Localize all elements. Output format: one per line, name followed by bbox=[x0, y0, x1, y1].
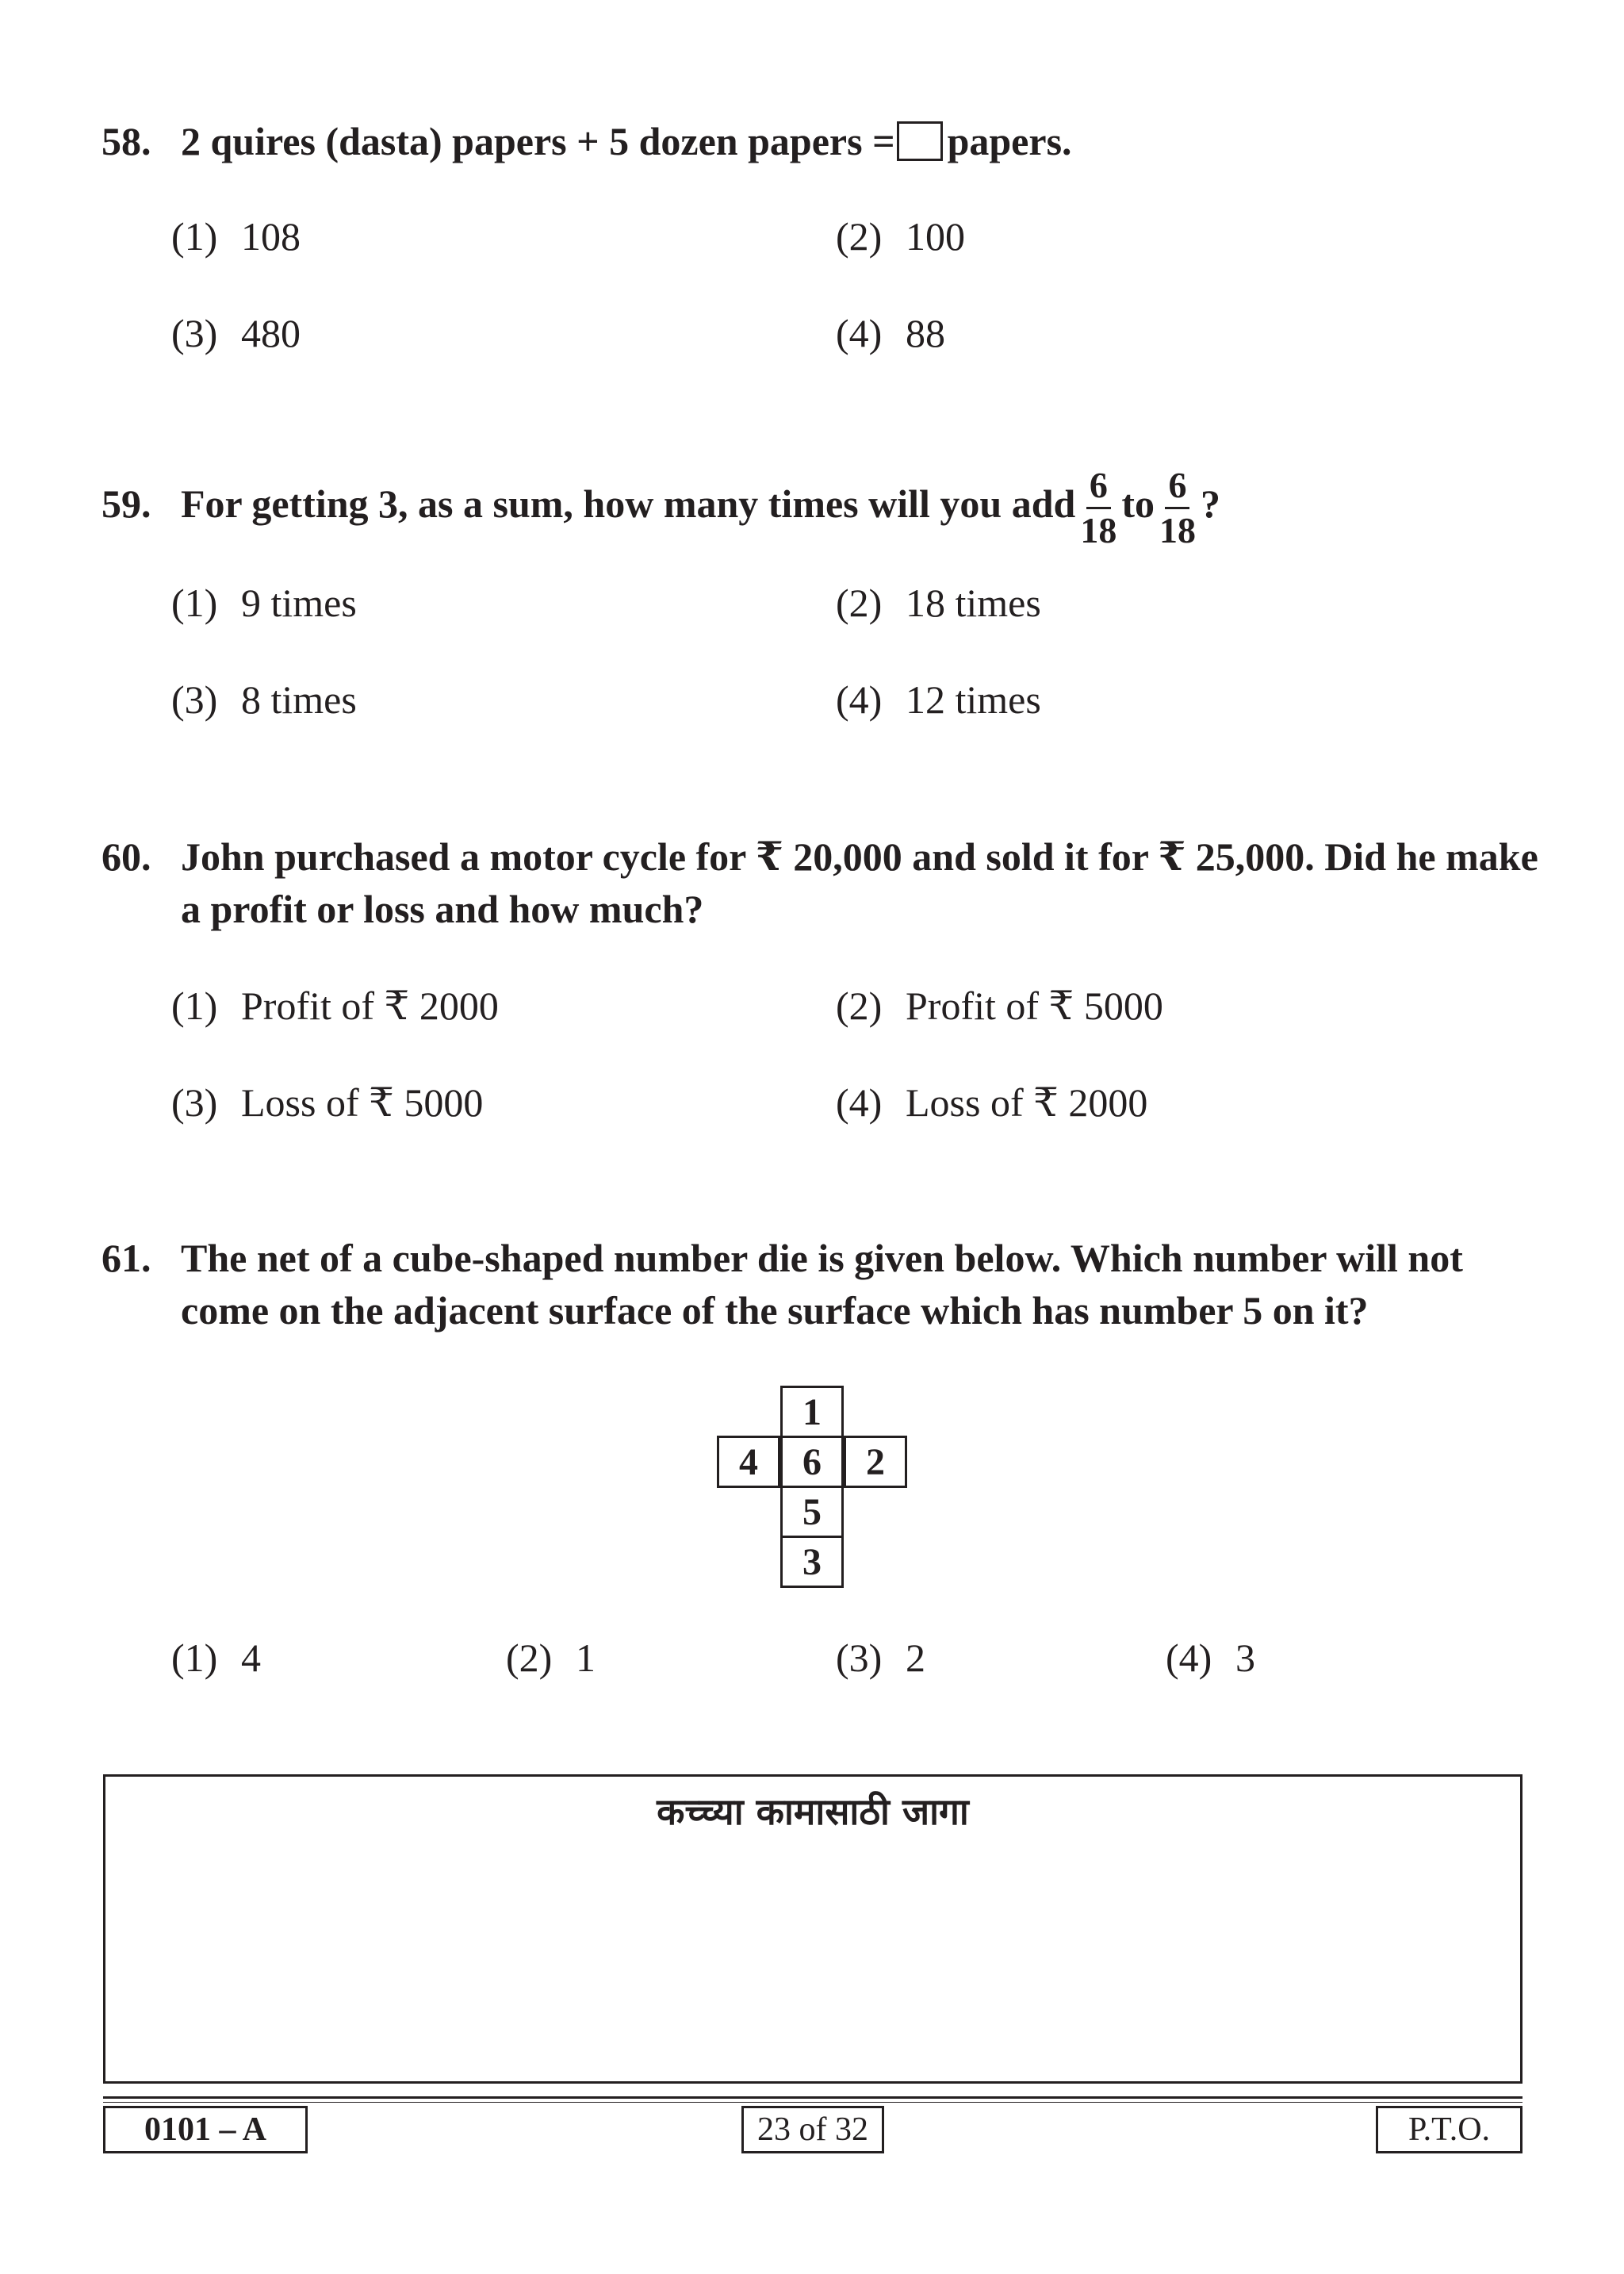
rough-work-label: कच्च्या कामासाठी जागा bbox=[657, 1790, 969, 1833]
die-face-center: 6 bbox=[780, 1436, 844, 1488]
pto-label: P.T.O. bbox=[1376, 2106, 1522, 2153]
question-text: For getting 3, as a sum, how many times will you add $\frac{6}{18}$ to $\frac{6}{18}$ ? bbox=[181, 465, 1220, 551]
question-61 bbox=[103, 1232, 1554, 1336]
option-61-4[interactable]: (4) 3 bbox=[1166, 1636, 1255, 1680]
die-face-top: 1 bbox=[780, 1386, 844, 1438]
option-61-3[interactable]: (3) 2 bbox=[836, 1636, 925, 1680]
question-text: 2 quires (dasta) papers + 5 dozen papers = papers. bbox=[181, 119, 1072, 163]
option-61-1[interactable]: (1) 4 bbox=[171, 1636, 261, 1680]
footer-rule-thin bbox=[103, 2102, 1522, 2103]
question-60 bbox=[103, 830, 1554, 935]
option-61-2[interactable]: (2) 1 bbox=[506, 1636, 596, 1680]
question-text: The net of a cube-shaped number die is given below. Which number will not come on the adjacent surface of the surface which has number 5 on it? bbox=[181, 1236, 1463, 1333]
question-58 bbox=[103, 115, 1554, 167]
die-face-right: 2 bbox=[844, 1436, 907, 1488]
die-face-bottom: 3 bbox=[780, 1536, 844, 1588]
fraction: $\frac{6}{18}$ bbox=[1159, 465, 1196, 551]
option-59-4[interactable]: (4) 12 times bbox=[836, 677, 1041, 722]
die-face-below: 5 bbox=[780, 1486, 844, 1538]
paper-code: 0101 – A bbox=[103, 2106, 308, 2153]
option-60-1[interactable]: (1) Profit of ₹ 2000 bbox=[171, 984, 499, 1028]
option-60-4[interactable]: (4) Loss of ₹ 2000 bbox=[836, 1080, 1148, 1125]
option-59-2[interactable]: (2) 18 times bbox=[836, 581, 1041, 625]
option-60-3[interactable]: (3) Loss of ₹ 5000 bbox=[171, 1080, 484, 1125]
footer-rule bbox=[103, 2096, 1522, 2099]
option-58-3[interactable]: (3) 480 bbox=[171, 311, 301, 355]
question-59 bbox=[103, 460, 1554, 549]
question-number: 60. bbox=[102, 834, 151, 879]
question-number: 59. bbox=[102, 481, 151, 526]
fraction: $\frac{6}{18}$ bbox=[1080, 465, 1117, 551]
option-58-4[interactable]: (4) 88 bbox=[836, 311, 945, 355]
answer-blank-box bbox=[897, 121, 943, 161]
rough-work-area bbox=[103, 1774, 1522, 2084]
option-60-2[interactable]: (2) Profit of ₹ 5000 bbox=[836, 984, 1163, 1028]
option-58-1[interactable]: (1) 108 bbox=[171, 214, 301, 259]
question-text: John purchased a motor cycle for ₹ 20,000 and sold it for ₹ 25,000. Did he make a profit or loss and how much? bbox=[181, 834, 1538, 931]
die-face-left: 4 bbox=[717, 1436, 780, 1488]
page-number: 23 of 32 bbox=[741, 2106, 884, 2153]
option-59-1[interactable]: (1) 9 times bbox=[171, 581, 357, 625]
question-number: 61. bbox=[102, 1236, 151, 1280]
option-59-3[interactable]: (3) 8 times bbox=[171, 677, 357, 722]
option-58-2[interactable]: (2) 100 bbox=[836, 214, 965, 259]
question-number: 58. bbox=[102, 119, 151, 163]
